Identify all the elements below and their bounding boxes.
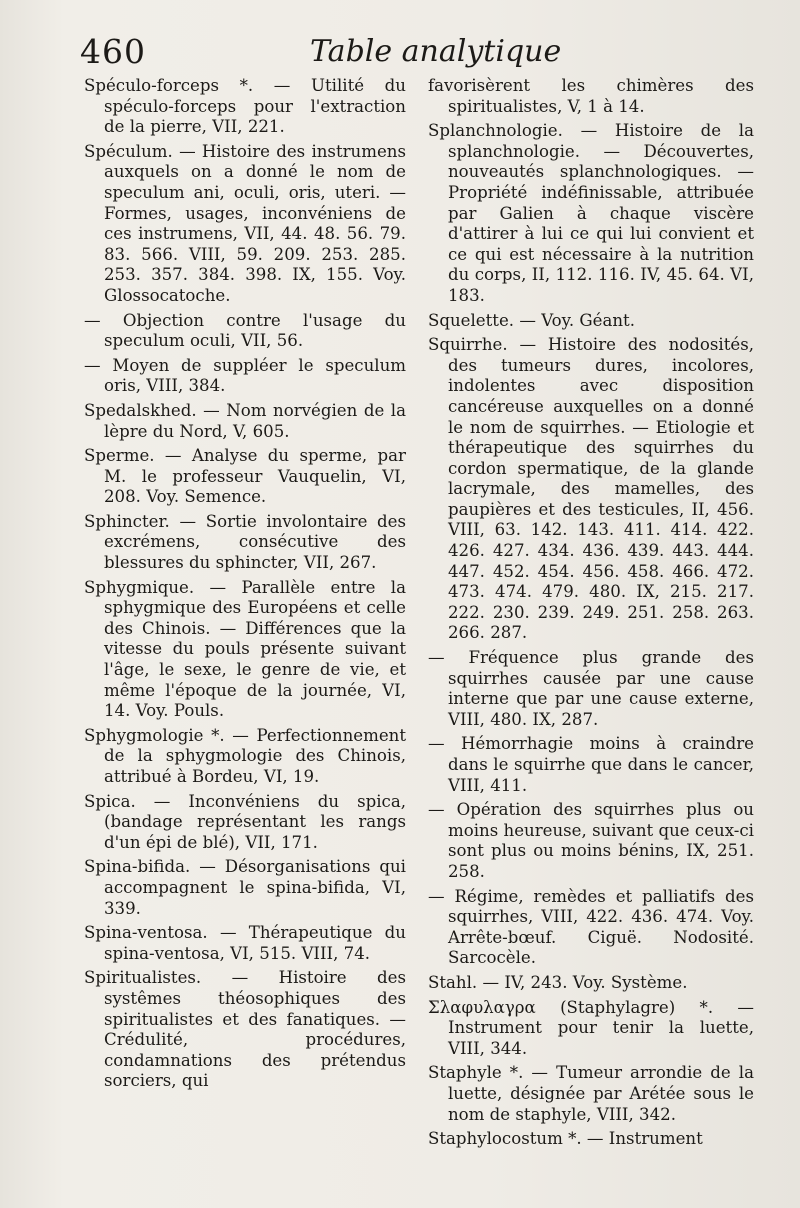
index-entry: Sperme. — Analyse du sperme, par M. le professeur Vauquelin, VI, 208. Voy. Semence. [84, 446, 406, 507]
index-entry: Staphylocostum *. — Instrument [428, 1129, 703, 1149]
index-entry: — Hémorrhagie moins à craindre dans le squirrhe que dans le cancer, VIII, 411. [428, 734, 754, 795]
index-entry: Σλαφυλαγρα (Staphylagre) *. — Instrument pour tenir la luette, VIII, 344. [428, 997, 754, 1058]
page-number: 460 [80, 32, 146, 71]
index-entry: — Fréquence plus grande des squirrhes causée par une cause interne que par une cause externe, VIII, 480. IX, 287. [428, 648, 754, 729]
index-entry: Spéculo-forceps *. — Utilité du spéculo-forceps pour l'extraction de la pierre, VII, 221. [84, 76, 406, 137]
index-entry: Squelette. — Voy. Géant. [428, 310, 635, 330]
index-entry: Splanchnologie. — Histoire de la splanchnologie. — Découvertes, nouveautés splanchnologiques. — Propriété indéfinissable, attribuée par Galien à chaque viscère d'attirer à lui ce qui lui convient et ce qui est nécessaire à la nutrition du corps, II, 112. 116. IV, 45. 64. VI, 183. [428, 121, 754, 305]
index-entry: Squirrhe. — Histoire des nodosités, des tumeurs dures, incolores, indolentes avec disposition cancéreuse auxquelles on a donné le nom de squirrhes. — Etiologie et thérapeutique des squirrhes du cordon spermatique, de la glande lacrymale, des mamelles, des paupières et des testicules, II, 456. VIII, 63. 142. 143. 411. 414. 422. 426. 427. 434. 436. 439. 443. 444. 447. 452. 454. 456. 458. 466. 472. 473. 474. 479. 480. IX, 215. 217. 222. 230. 239. 249. 251. 258. 263. 266. 287. [428, 335, 754, 643]
index-entry: — Opération des squirrhes plus ou moins heureuse, suivant que ceux-ci sont plus ou moins bénins, IX, 251. 258. [428, 800, 754, 881]
running-title: Table analytique [310, 34, 562, 69]
index-entry: — Moyen de suppléer le speculum oris, VIII, 384. [84, 355, 406, 396]
index-entry: favorisèrent les chimères des spiritualistes, V, 1 à 14. [428, 76, 754, 116]
index-entry: Stahl. — IV, 243. Voy. Système. [428, 972, 688, 992]
index-entry: Sphincter. — Sortie involontaire des excrémens, consécutive des blessures du sphincter, VII, 267. [84, 511, 406, 573]
index-entry: Sphygmique. — Parallèle entre la sphygmique des Européens et celle des Chinois. — Différences que la vitesse du pouls présente suivant l'âge, le sexe, le genre de vie, et même l'époque de la journée, VI, 14. Voy. Pouls. [84, 577, 406, 721]
index-entry: Spina-ventosa. — Thérapeutique du spina-ventosa, VI, 515. VIII, 74. [84, 923, 406, 963]
index-entry: — Régime, remèdes et palliatifs des squirrhes, VIII, 422. 436. 474. Voy. Arrête-bœuf. Ciguë. Nodosité. Sarcocèle. [428, 886, 754, 968]
index-entry: — Objection contre l'usage du speculum oculi, VII, 56. [84, 310, 406, 351]
page-header [80, 28, 750, 78]
index-entry: Spéculum. — Histoire des instrumens auxquels on a donné le nom de speculum ani, oculi, oris, uteri. — Formes, usages, inconvéniens de ces instrumens, VII, 44. 48. 56. 79. 83. 566. VIII, 59. 209. 253. 285. 253. 357. 384. 398. IX, 155. Voy. Glossocatoche. [84, 141, 406, 305]
index-entry: Staphyle *. — Tumeur arrondie de la luette, désignée par Arétée sous le nom de staphyle, VIII, 342. [428, 1063, 754, 1124]
index-entry: Spina-bifida. — Désorganisations qui accompagnent le spina-bifida, VI, 339. [84, 857, 406, 918]
index-entry: Spica. — Inconvéniens du spica, (bandage représentant les rangs d'un épi de blé), VII, 171. [84, 791, 406, 852]
left-column [84, 76, 406, 1096]
index-entry: Sphygmologie *. — Perfectionnement de la sphygmologie des Chinois, attribué à Bordeu, VI, 19. [84, 725, 406, 786]
index-entry: Spiritualistes. — Histoire des systêmes théosophiques des spiritualistes et des fanatiques. — Crédulité, procédures, condamnations des prétendus sorciers, qui [84, 968, 406, 1091]
index-entry: Spedalskhed. — Nom norvégien de la lèpre du Nord, V, 605. [84, 400, 406, 441]
right-column [428, 76, 754, 1154]
